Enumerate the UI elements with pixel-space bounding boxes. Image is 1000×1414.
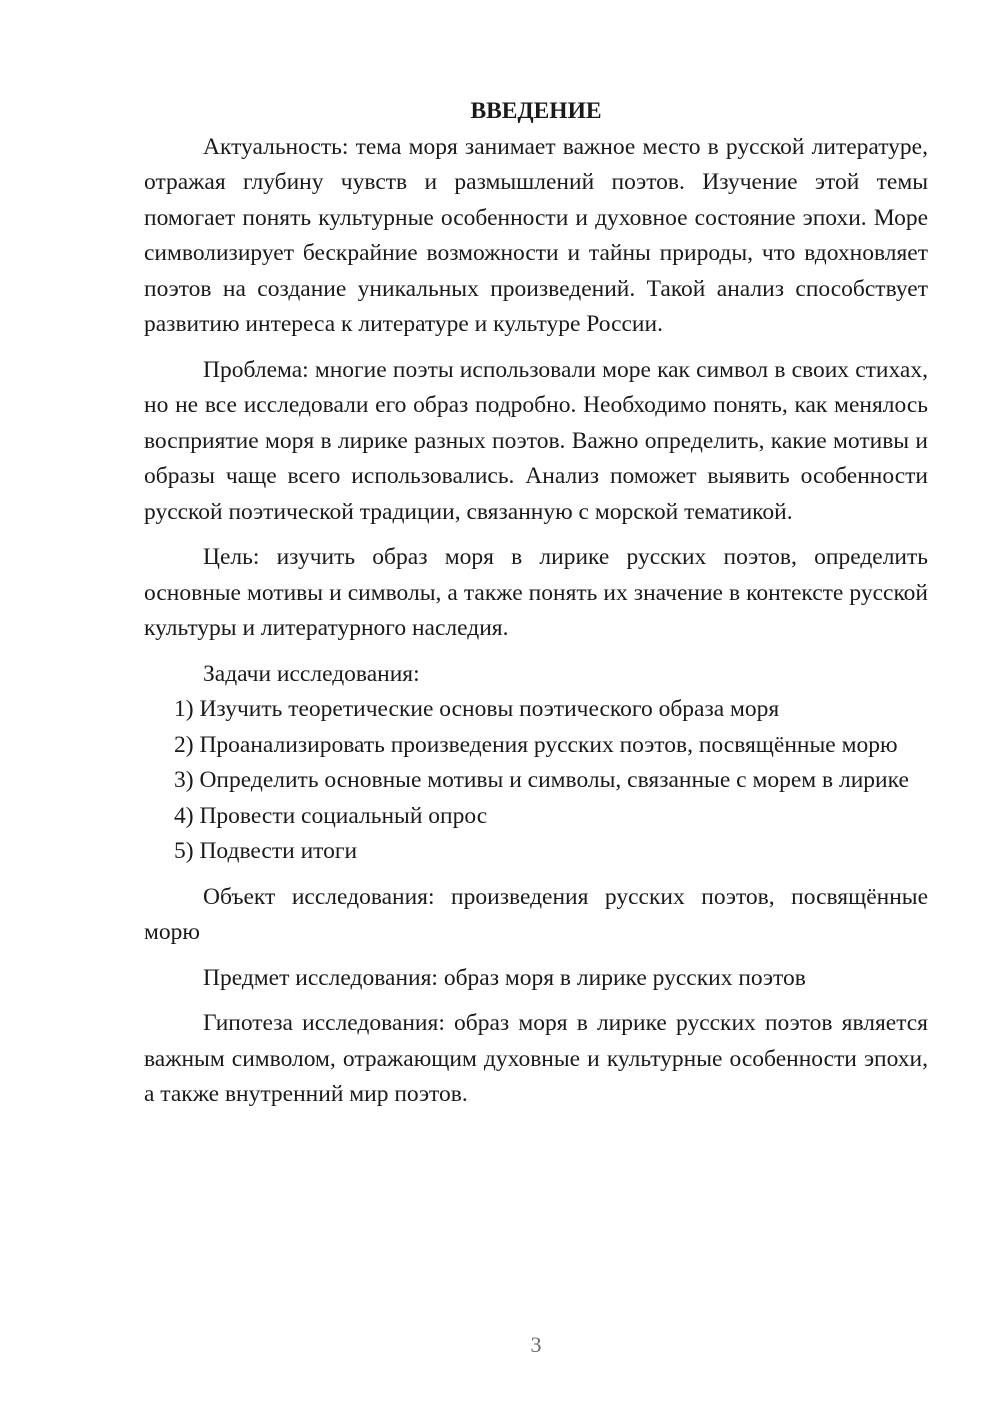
paragraph-subject: Предмет исследования: образ моря в лирике русских поэтов [203, 964, 806, 991]
paragraph-hypothesis: Гипотеза исследования: образ моря в лирике русских поэтов является важным символом, отражающим духовные и культурные особенности эпохи, а также внутренний мир поэтов. [144, 1010, 928, 1107]
page-number: 3 [530, 1332, 542, 1357]
paragraph-relevance: Актуальность: тема моря занимает важное место в русской литературе, отражая глубину чувств и размышлений поэтов. Изучение этой темы помогает понять культурные особенности и духовное состояние эпохи. Море символизирует бескрайние возможности и тайны природы, что вдохновляет поэтов на создание уникальных произведений. Такой анализ способствует развитию интереса к литературе и культуре России. [144, 133, 928, 337]
paragraph-goal: Цель: изучить образ моря в лирике русских поэтов, определить основные мотивы и символы, а также понять их значение в контексте русской культуры и литературного наследия. [144, 544, 928, 641]
task-item-5: 5) Подвести итоги [174, 838, 358, 864]
tasks-heading: Задачи исследования: [203, 660, 420, 687]
task-item-3: 3) Определить основные мотивы и символы, связанные с морем в лирике [174, 767, 909, 793]
task-item-4: 4) Провести социальный опрос [174, 802, 488, 829]
section-title: ВВЕДЕНИЕ [470, 98, 602, 124]
paragraph-object: Объект исследования: произведения русских поэтов, посвящённые морю [144, 883, 928, 945]
task-item-2: 2) Проанализировать произведения русских поэтов, посвящённые морю [174, 731, 898, 758]
task-item-1: 1) Изучить теоретические основы поэтического образа моря [174, 696, 780, 722]
page-content [144, 94, 928, 1113]
paragraph-problem: Проблема: многие поэты использовали море как символ в своих стихах, но не все исследовали его образ подробно. Необходимо понять, как менялось восприятие моря в лирике разных поэтов. Важно определить, какие мотивы и образы чаще всего использовались. Анализ поможет выявить особенности русской поэтической традиции, связанную с морской тематикой. [144, 356, 928, 525]
